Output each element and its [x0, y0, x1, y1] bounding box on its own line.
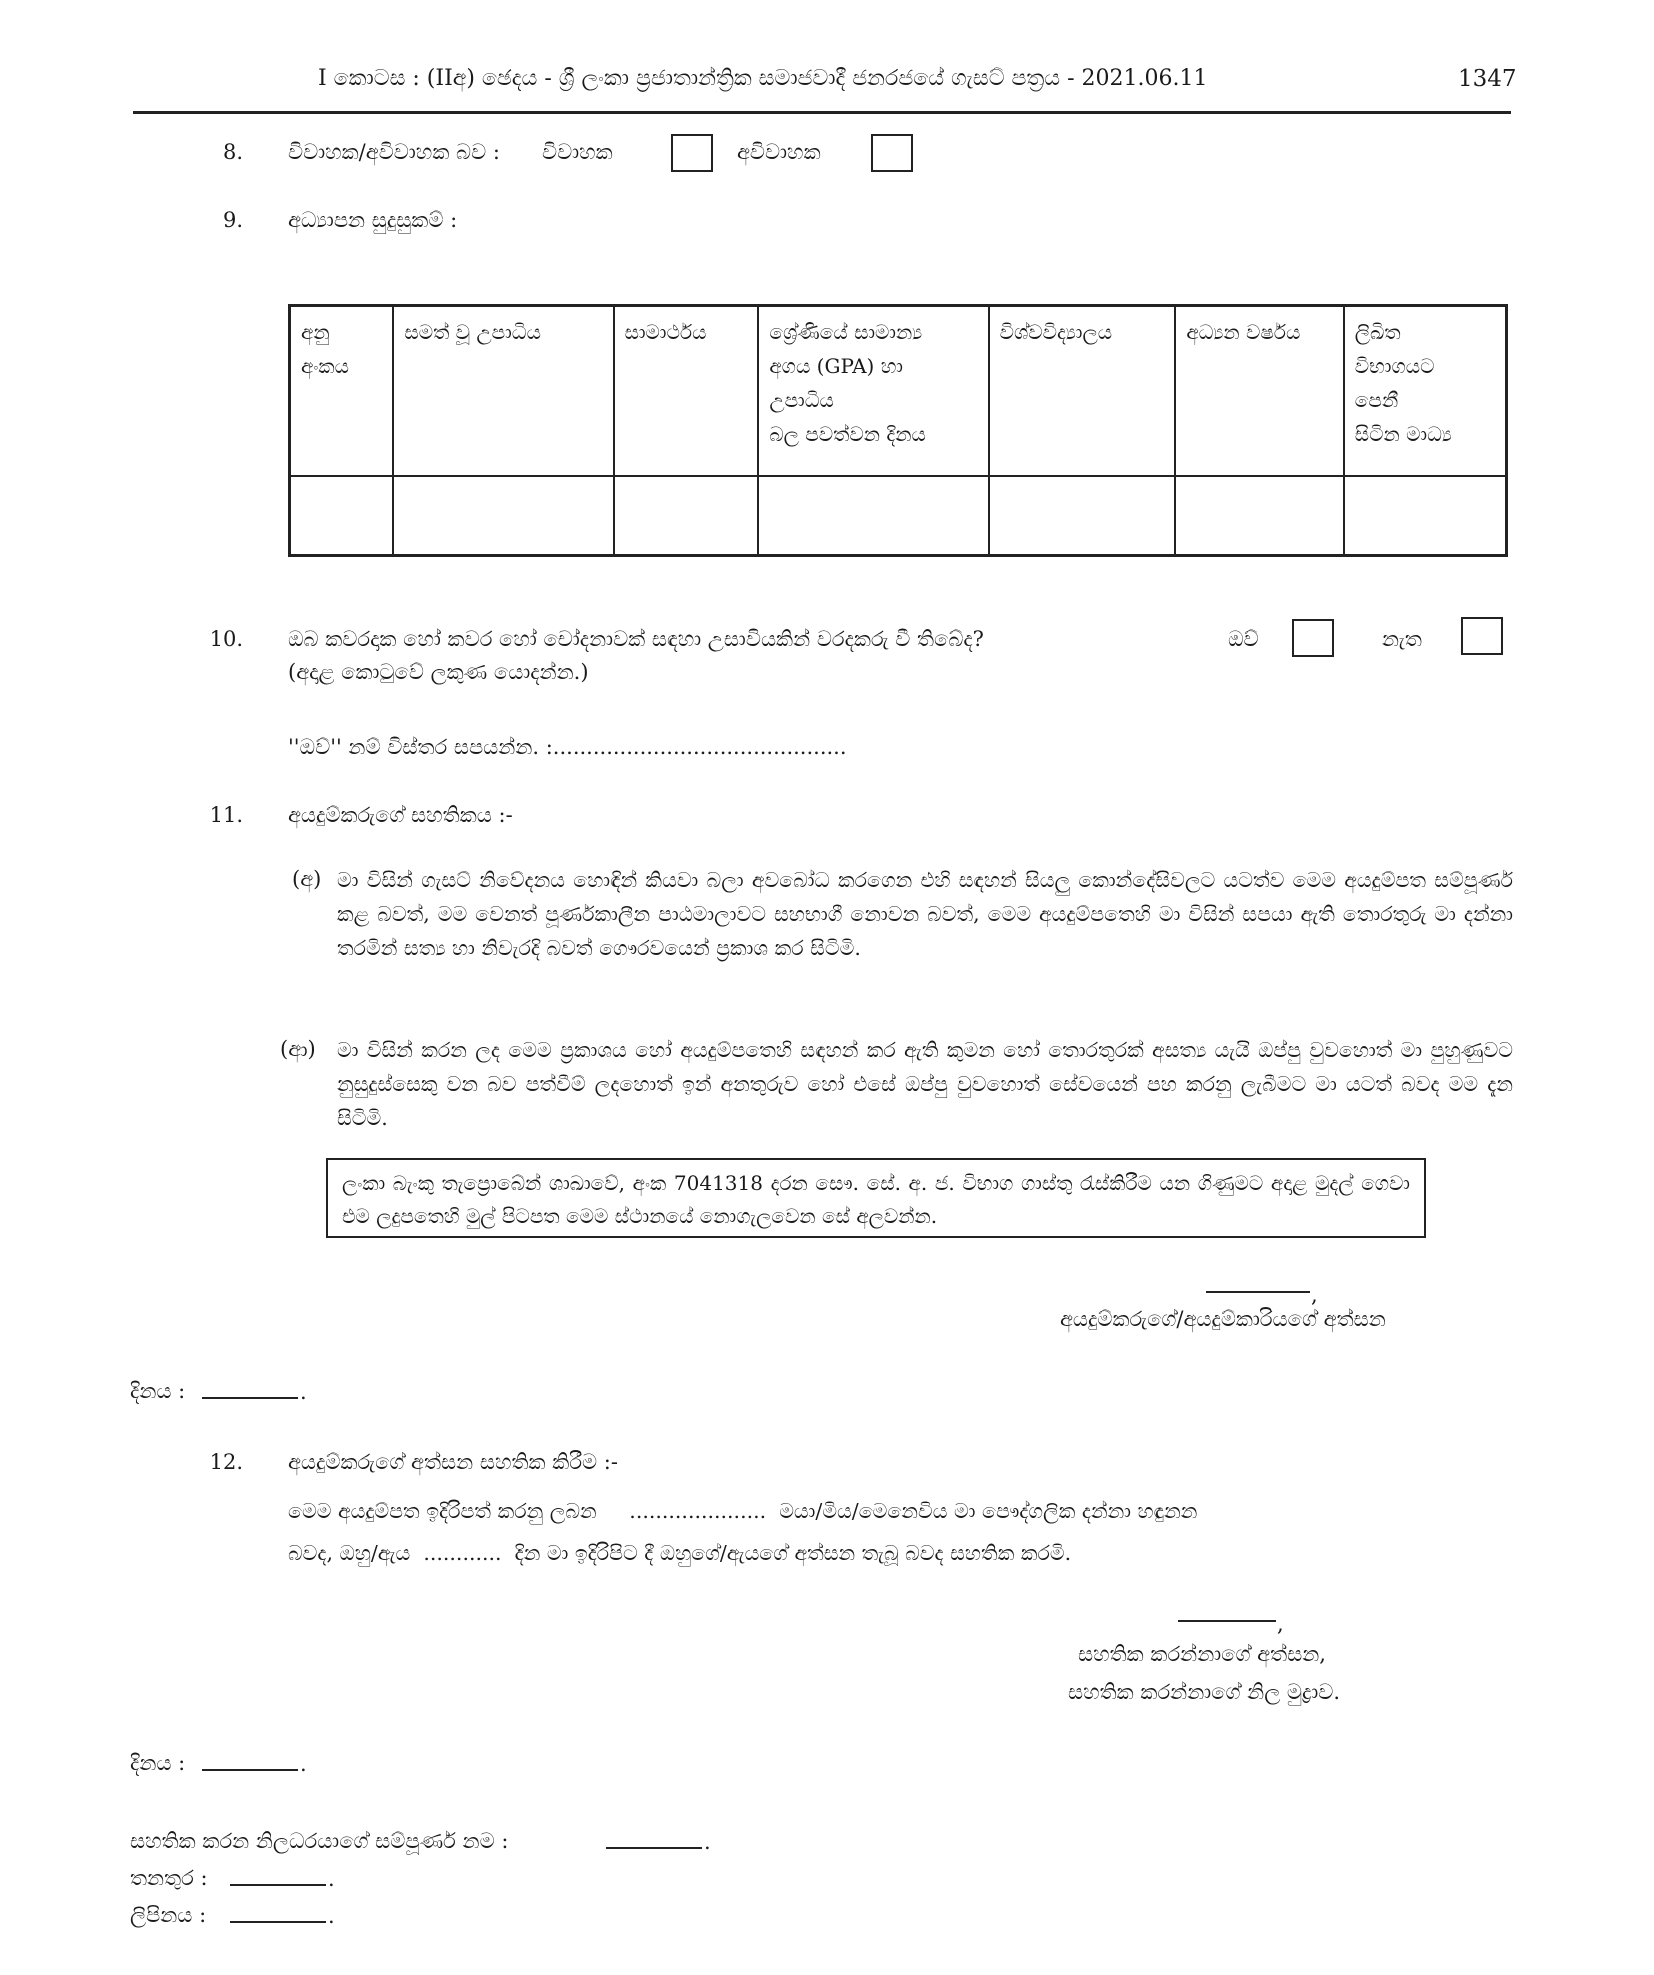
q11-number: 11.	[209, 803, 243, 827]
q10-yes-label: ඔව්	[1228, 627, 1259, 651]
q12-date-line[interactable]	[202, 1769, 298, 1771]
education-table-header-row	[290, 306, 1507, 476]
payment-receipt-notice: ලංකා බැංකු තැප්‍රොබේන් ශාඛාවේ, අංක 7041318 දරන සෞ. සේ. අ. ජ. විභාග ගාස්තු රැස්කිරීම යන ගිණුමට අදාළ මුදල් ගෙවා එම ලදුපතෙහි මුල් පිටපත මෙම ස්ථානයේ නොගැලවෙන සේ අලවන්න.	[326, 1158, 1426, 1238]
entry-pass-cell[interactable]	[614, 476, 759, 556]
certifier-seal-label: සහතික කරන්නාගේ නිල මුද්‍රාව.	[1068, 1680, 1341, 1704]
certifier-signature-label: සහතික කරන්නාගේ අත්සන,	[1078, 1642, 1326, 1666]
officer-name-line[interactable]	[606, 1847, 702, 1849]
signature-comma: ,	[1311, 1283, 1318, 1307]
unmarried-checkbox[interactable]	[871, 134, 913, 172]
applicant-name-dots[interactable]: .....................	[629, 1499, 767, 1523]
col-header-degree: සමත් වූ උපාධිය	[393, 306, 613, 476]
col-header-year: අධ්‍යන වර්ෂය	[1175, 306, 1343, 476]
gazette-header-title: I කොටස : (IIඅ) ඡෙදය - ශ්‍රී ලංකා ප්‍රජාතාන්ත්‍රික සමාජවාදී ජනරජයේ ගැසට් පත්‍රය - 2021.06.11	[318, 66, 1208, 91]
q8-number: 8.	[222, 140, 243, 164]
q11-a-label: (අ)	[292, 867, 322, 891]
education-table-entry-row	[290, 476, 1507, 556]
officer-address-label: ලිපිනය :	[130, 1903, 207, 1927]
entry-medium-cell[interactable]	[1344, 476, 1507, 556]
q10-hint: (අදාළ කොටුවේ ලකුණ යොදන්න.)	[288, 660, 589, 684]
entry-serial-cell[interactable]	[290, 476, 394, 556]
col-header-serial: අනු අංකය	[290, 306, 394, 476]
applicant-signature-label: අයදුම්කරුගේ/අයදුම්කාරියගේ අත්සන	[1060, 1307, 1386, 1331]
married-checkbox[interactable]	[671, 134, 713, 172]
officer-position-line[interactable]	[230, 1884, 326, 1886]
entry-degree-cell[interactable]	[393, 476, 613, 556]
officer-position-label: තනතුර :	[130, 1866, 208, 1890]
officer-name-label: සහතික කරන නිලධරයාගේ සම්පූර්ණ නම :	[130, 1829, 509, 1853]
name-period: .	[704, 1830, 711, 1854]
col-header-gpa: ශ්‍රේණියේ සාමාන්‍ය අගය (GPA) හා උපාධිය බල පවත්වන දිනය	[758, 306, 988, 476]
q12-line2-start: බවද, ඔහු/ඇය	[288, 1541, 411, 1565]
position-period: .	[328, 1867, 335, 1891]
officer-address-line[interactable]	[230, 1921, 326, 1923]
q12-label: අයදුම්කරුගේ අත්සන සහතික කිරීම :-	[288, 1450, 618, 1474]
certifier-signature-line[interactable]	[1178, 1620, 1276, 1622]
date-period: .	[300, 1380, 307, 1404]
q9-label: අධ්‍යාපන සුදුසුකම් :	[288, 208, 458, 232]
conviction-yes-checkbox[interactable]	[1292, 619, 1334, 657]
address-period: .	[328, 1904, 335, 1928]
q10-no-label: නැත	[1382, 627, 1422, 651]
q12-line2-end: දින මා ඉදිරිපිට දී ඔහුගේ/ඇයගේ අත්සන තැබූ බවද සහතික කරමි.	[514, 1541, 1072, 1565]
date-period: .	[300, 1752, 307, 1776]
q9-number: 9.	[222, 208, 243, 232]
q11-b-text: මා විසින් කරන ලද මෙම ප්‍රකාශය හෝ අයදුම්පතෙහි සඳහන් කර ඇති කුමන හෝ තොරතුරක් අසත්‍ය යැයි ඔප්පු වුවහොත් මා පුහුණුවට නුසුදුස්සෙකු වන බව පත්වීම් ලදහොත් ඉන් අනතුරුව හෝ එසේ ඔප්පු වුවහොත් සේවයෙන් පහ කරනු ලැබීමට මා යටත් බවද මම දැන සිටිමි.	[337, 1038, 1513, 1130]
col-header-university: විශ්වවිද්‍යාලය	[989, 306, 1176, 476]
entry-university-cell[interactable]	[989, 476, 1176, 556]
q11-b-label: (ආ)	[280, 1037, 316, 1061]
col-header-medium: ලිඛිත විභාගයට පෙනී සිටින මාධ්‍ය	[1344, 306, 1507, 476]
entry-gpa-cell[interactable]	[758, 476, 988, 556]
q11-a-text: මා විසින් ගැසට් නිවේදනය හොඳින් කියවා බලා අවබෝධ කරගෙන එහි සඳහන් සියලු කොන්දේසිවලට යටත්ව මෙම අයදුම්පත සම්පූර්ණ කළ බවත්, මම වෙනත් පූර්ණකාලීන පාඨමාලාවට සහභාගී නොවන බවත්, මෙම අයදුම්පතෙහි මා විසින් සපයා ඇති තොරතුරු මා දන්නා තරමින් සත්‍ය හා නිවැරදි බවත් ගෞරවයෙන් ප්‍රකාශ කර සිටිමි.	[337, 868, 1513, 960]
q12-cert-line-1	[288, 1490, 1513, 1532]
q12-date-label: දිනය :	[130, 1751, 186, 1775]
q11-date-line[interactable]	[202, 1397, 298, 1399]
q12-line1-end: මයා/මිය/මෙනෙවිය මා පෞද්ගලික දන්නා හඳුනන	[779, 1499, 1198, 1523]
conviction-no-checkbox[interactable]	[1461, 617, 1503, 655]
q10-number: 10.	[209, 627, 243, 651]
q8-married-label: විවාහක	[542, 140, 613, 164]
applicant-signature-line[interactable]	[1206, 1291, 1310, 1293]
q8-label: විවාහක/අවිවාහක බව :	[288, 140, 500, 164]
header-divider	[133, 111, 1511, 114]
q10-details-field[interactable]: ''ඔව්'' නම් විස්තර සපයන්න. :............................................	[288, 735, 847, 759]
education-table	[288, 304, 1508, 557]
q8-unmarried-label: අවිවාහක	[737, 140, 821, 164]
signing-date-dots[interactable]: ............	[423, 1541, 502, 1565]
entry-year-cell[interactable]	[1175, 476, 1343, 556]
q11-label: අයදුම්කරුගේ සහතිකය :-	[288, 803, 513, 827]
q12-cert-line-2	[288, 1532, 1513, 1574]
page-number: 1347	[1458, 66, 1517, 92]
certifier-signature-comma: ,	[1277, 1612, 1284, 1636]
q10-question: ඔබ කවරදාක හෝ කවර හෝ චෝදනාවක් සඳහා උසාවියකින් වරදකරු වී තිබේද?	[288, 627, 984, 651]
q11-date-label: දිනය :	[130, 1379, 186, 1403]
col-header-pass: සාමාර්ථය	[614, 306, 759, 476]
q12-line1-start: මෙම අයදුම්පත ඉදිරිපත් කරනු ලබන	[288, 1499, 597, 1523]
q12-number: 12.	[209, 1450, 243, 1474]
